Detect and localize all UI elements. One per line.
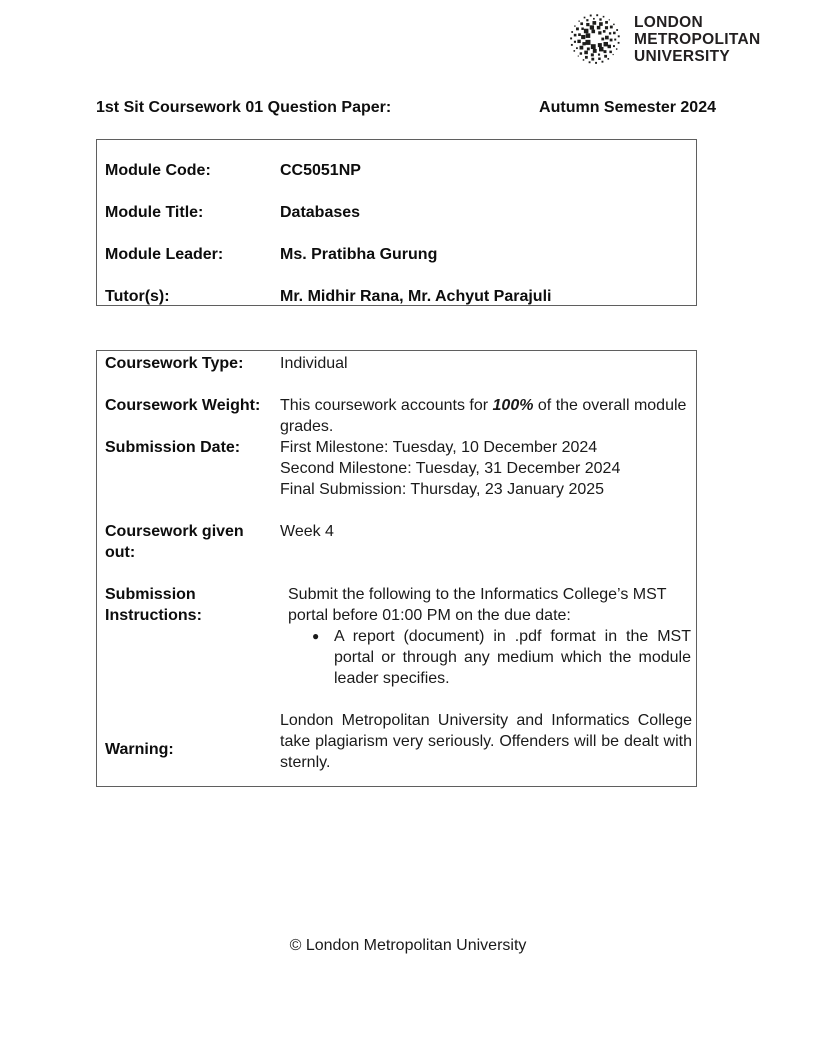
tutors-value: Mr. Midhir Rana, Mr. Achyut Parajuli (280, 288, 552, 305)
instructions-bullet-item (312, 626, 692, 689)
university-logo (568, 12, 760, 66)
coursework-weight-value (278, 395, 696, 437)
halftone-circle-icon (568, 12, 622, 66)
module-leader-row (97, 244, 696, 265)
coursework-given-out-row (97, 521, 696, 563)
bullet-item-text: A report (document) in .pdf format in the MST portal or through any medium which the module leader specifies. (334, 628, 691, 687)
module-leader-value: Ms. Pratibha Gurung (280, 246, 438, 263)
university-logo-mark (568, 12, 622, 66)
module-title-row (97, 202, 696, 223)
given-out-label: Coursework given out: (105, 523, 244, 561)
module-title-value: Databases (280, 204, 361, 221)
university-logo-text (634, 14, 760, 65)
coursework-weight-label: Coursework Weight: (105, 397, 261, 414)
submission-date-value (278, 437, 696, 500)
bullet-icon: ● (312, 629, 320, 643)
submission-instructions-row (97, 584, 696, 689)
weight-percentage: 100% (492, 397, 534, 414)
weight-text-suffix: of the overall module grades. (280, 397, 687, 435)
module-code-label: Module Code: (105, 162, 211, 179)
weight-text-prefix: This coursework accounts for (280, 397, 493, 414)
logo-line-2: METROPOLITAN (634, 30, 761, 48)
final-submission-date: Final Submission: Thursday, 23 January 2025 (280, 481, 605, 498)
warning-label: Warning: (105, 741, 174, 758)
warning-value: London Metropolitan University and Informatics College take plagiarism very seriously. Offenders will be dealt with sternly. (280, 712, 692, 771)
coursework-type-value: Individual (280, 355, 348, 372)
warning-row (97, 710, 696, 773)
submission-instructions-value (278, 584, 696, 689)
document-header (96, 97, 716, 118)
tutors-label: Tutor(s): (105, 288, 170, 305)
copyright-notice: © London Metropolitan University (289, 937, 527, 954)
logo-line-3: UNIVERSITY (634, 47, 731, 65)
coursework-type-row (97, 353, 696, 374)
first-milestone-date: First Milestone: Tuesday, 10 December 2024 (280, 439, 598, 456)
paper-title: 1st Sit Coursework 01 Question Paper: (96, 99, 392, 116)
submission-instructions-label: Submission Instructions: (105, 586, 202, 624)
tutors-row (97, 286, 696, 307)
second-milestone-date: Second Milestone: Tuesday, 31 December 2024 (280, 460, 621, 477)
coursework-type-label: Coursework Type: (105, 355, 244, 372)
module-title-label: Module Title: (105, 204, 204, 221)
coursework-info-table (96, 350, 697, 787)
submission-date-label: Submission Date: (105, 439, 241, 456)
semester-label: Autumn Semester 2024 (539, 99, 716, 116)
logo-line-1: LONDON (634, 13, 703, 31)
module-info-table (96, 139, 697, 306)
instructions-intro: Submit the following to the Informatics College’s MST portal before 01:00 PM on the due date: (288, 586, 667, 624)
module-leader-label: Module Leader: (105, 246, 224, 263)
given-out-value: Week 4 (280, 523, 334, 540)
module-code-value: CC5051NP (280, 162, 361, 179)
module-code-row (97, 160, 696, 181)
submission-date-row (97, 437, 696, 500)
coursework-weight-row (97, 395, 696, 437)
